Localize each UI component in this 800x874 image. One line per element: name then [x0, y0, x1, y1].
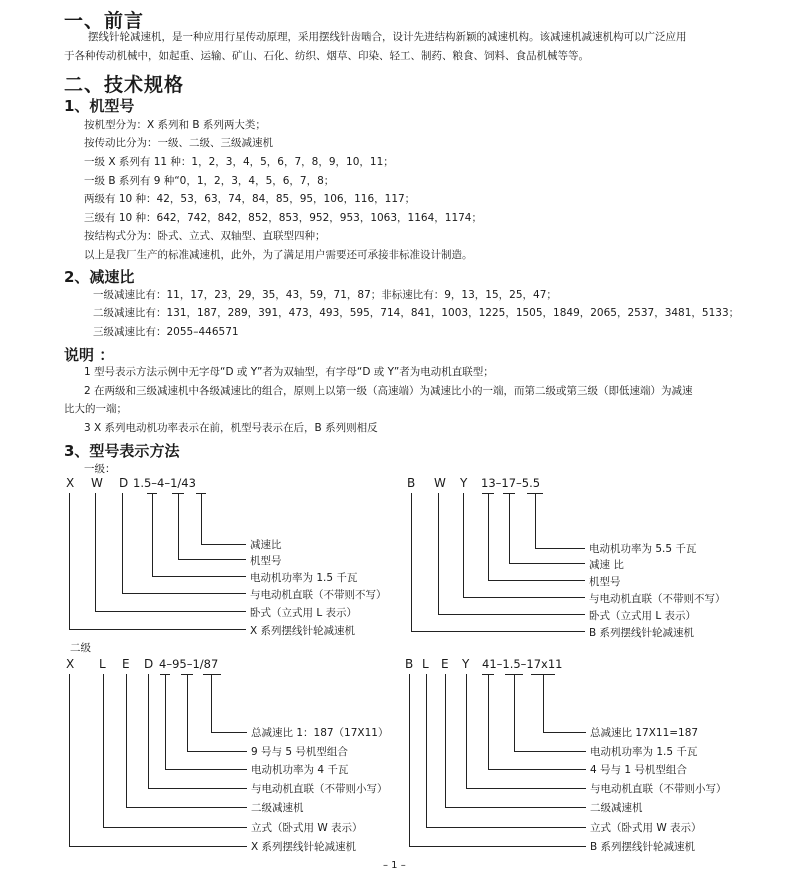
- annotation-label: 立式（卧式用 W 表示）: [251, 822, 363, 834]
- label-level-one: 一级：: [84, 463, 116, 475]
- model-line-7: 按结构式分为：卧式、立式、双轴型、直联型四种；: [84, 230, 326, 242]
- annotation-label: 二级减速机: [590, 802, 643, 814]
- code-letter: W: [91, 476, 103, 490]
- preface-paragraph-line-2: 于各种传动机械中，如起重、运输、矿山、石化、纺织、烟草、印染、轻工、制药、粮食、饲料、食品机械等等。: [64, 50, 589, 62]
- model-line-4: 一级 B 系列有 9 种“0，1，2，3，4，5，6，7，8；: [84, 175, 335, 187]
- note-line-3: 比大的一端；: [64, 403, 127, 415]
- annotation-label: 与电动机直联（不带则不写）: [589, 593, 726, 605]
- note-line-2: 2 在两级和三级减速机中各级减速比的组合，原则上以第一级（高速端）为减速比小的一端，而第二级或第三级（即低速端）为减速: [84, 385, 693, 397]
- code-letter: L: [99, 657, 106, 671]
- note-line-4: 3 X 系列电动机功率表示在前，机型号表示在后，B 系列则相反: [84, 422, 378, 434]
- annotation-label: 机型号: [589, 576, 621, 588]
- preface-paragraph-line-1: 摆线针轮减速机，是一种应用行星传动原理，采用摆线针齿啮合，设计先进结构新颖的减速机构。该减速机减速机构可以广泛应用: [88, 31, 687, 43]
- section-title-preface: 一、前言: [64, 10, 145, 32]
- annotation-label: B 系列摆线针轮减速机: [590, 841, 696, 853]
- annotation-label: 4 号与 1 号机型组合: [590, 764, 687, 776]
- annotation-label: X 系列摆线针轮减速机: [250, 625, 356, 637]
- ratio-line-3: 三级减速比有：2055–446571: [93, 326, 239, 338]
- ratio-line-1: 一级减速比有：11，17，23，29，35，43，59，71，87；非标速比有：9，13，15，25，47；: [93, 289, 557, 301]
- model-line-5: 两级有 10 种：42，53，63，74，84，85，95，106，116，117；: [84, 193, 416, 205]
- subsection-title-model: 1、机型号: [64, 97, 135, 115]
- annotation-label: 与电动机直联（不带则小写）: [251, 783, 388, 795]
- annotation-label: 机型号: [250, 555, 282, 567]
- annotation-label: 电动机功率为 4 千瓦: [251, 764, 349, 776]
- code-letter: D: [144, 657, 154, 671]
- annotation-label: 9 号与 5 号机型组合: [251, 746, 348, 758]
- code-letter: Y: [462, 657, 470, 671]
- annotation-label: 卧式（立式用 L 表示）: [589, 610, 697, 622]
- model-line-6: 三级有 10 种：642，742，842，852，853，952，953，1063，1164，1174；: [84, 212, 482, 224]
- annotation-label: 电动机功率为 1.5 千瓦: [590, 746, 698, 758]
- code-letter: Y: [460, 476, 468, 490]
- annotation-label: B 系列摆线针轮减速机: [589, 627, 695, 639]
- label-level-two: 二级: [70, 642, 91, 654]
- code-letter: X: [66, 657, 75, 671]
- annotation-label: 电动机功率为 1.5 千瓦: [250, 572, 358, 584]
- subsection-title-ratio: 2、减速比: [64, 268, 135, 286]
- code-letter: E: [441, 657, 449, 671]
- model-line-3: 一级 X 系列有 11 种：1，2，3，4，5，6，7，8，9，10，11；: [84, 156, 394, 168]
- model-line-2: 按传动比分为：一级、二级、三级减速机: [84, 137, 273, 149]
- annotation-label: 卧式（立式用 L 表示）: [250, 607, 358, 619]
- code-suffix: 41–1.5–17x11: [482, 657, 563, 671]
- annotation-label: 与电动机直联（不带则小写）: [590, 783, 727, 795]
- subsection-title-notation: 3、型号表示方法: [64, 442, 180, 460]
- section-title-specs: 二、技术规格: [64, 74, 185, 96]
- annotation-label: 减速比: [250, 539, 282, 551]
- model-line-8: 以上是我厂生产的标准减速机，此外，为了满足用户需要还可承接非标准设计制造。: [84, 249, 473, 261]
- code-suffix: 13–17–5.5: [481, 476, 541, 490]
- code-suffix: 4–95–1/87: [159, 657, 219, 671]
- code-letter: B: [405, 657, 414, 671]
- code-letter: W: [434, 476, 446, 490]
- code-letter: E: [122, 657, 130, 671]
- note-line-1: 1 型号表示方法示例中无字母“D 或 Y”者为双轴型，有字母“D 或 Y”者为电动机直联型；: [84, 366, 494, 378]
- page-number: – 1 –: [383, 860, 406, 871]
- annotation-label: 二级减速机: [251, 802, 304, 814]
- code-letter: B: [407, 476, 416, 490]
- model-line-1: 按机型分为：X 系列和 B 系列两大类；: [84, 119, 266, 131]
- annotation-label: 总减速比 1：187（17X11）: [251, 727, 389, 739]
- note-title: 说明 ：: [64, 346, 115, 364]
- annotation-label: 与电动机直联（不带则不写）: [250, 589, 387, 601]
- annotation-label: 电动机功率为 5.5 千瓦: [589, 543, 697, 555]
- annotation-label: 立式（卧式用 W 表示）: [590, 822, 702, 834]
- annotation-label: 总减速比 17X11=187: [590, 727, 699, 739]
- ratio-line-2: 二级减速比有：131，187，289，391，473，493，595，714，841，1003，1225，1505，1849，2065，2537，3481，5133；: [93, 307, 740, 319]
- code-suffix: 1.5–4–1/43: [133, 476, 196, 490]
- code-letter: L: [422, 657, 429, 671]
- code-letter: X: [66, 476, 75, 490]
- code-letter: D: [119, 476, 129, 490]
- annotation-label: X 系列摆线针轮减速机: [251, 841, 357, 853]
- annotation-label: 减速 比: [589, 559, 624, 571]
